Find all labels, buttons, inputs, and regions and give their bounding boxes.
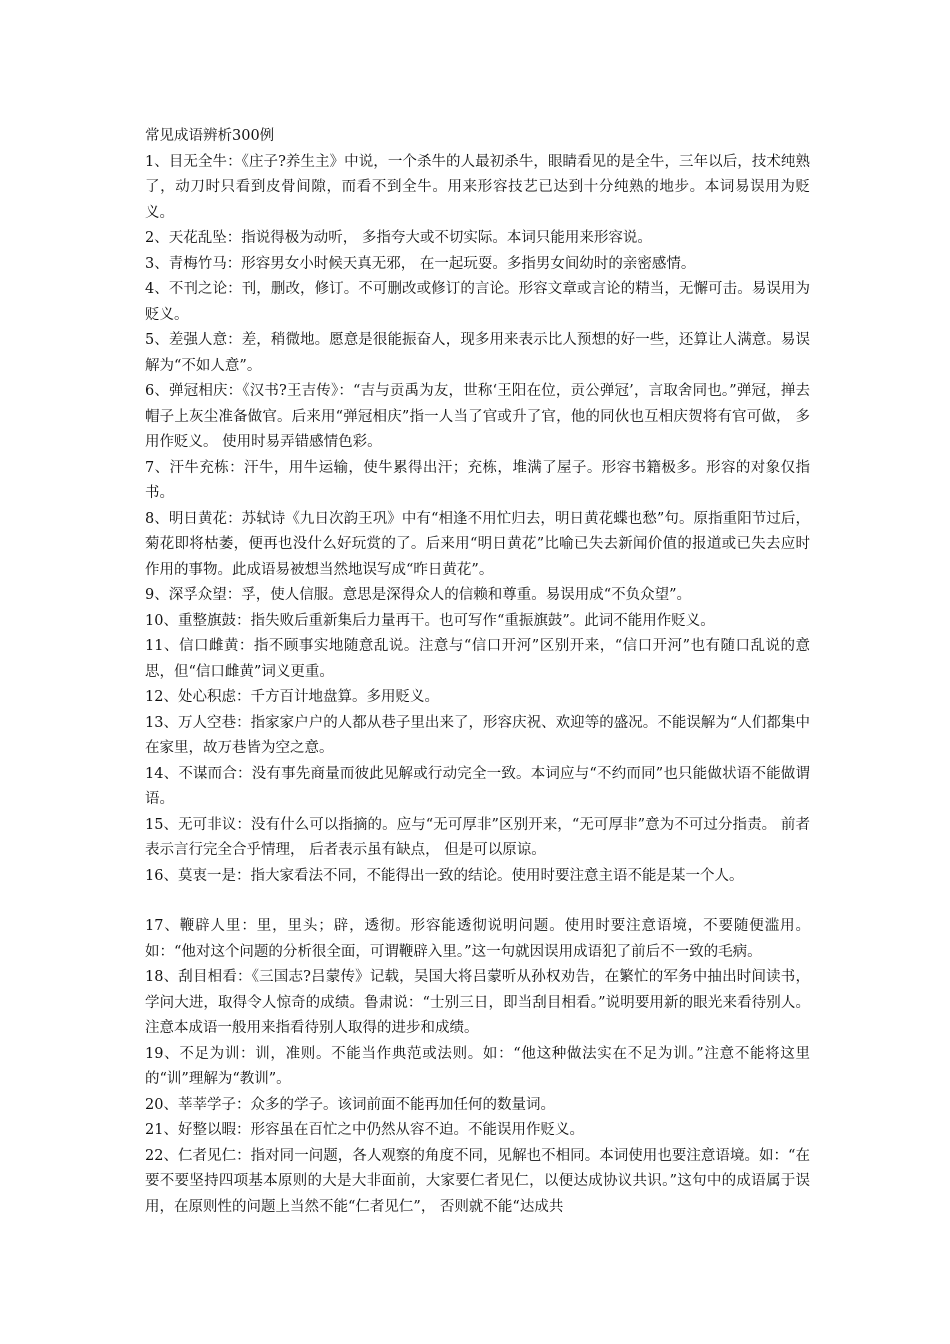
entry-3: 3、青梅竹马：形容男女小时候天真无邪， 在一起玩耍。多指男女间幼时的亲密感情。: [145, 255, 696, 272]
entry-4: 4、不刊之论：刊，删改，修订。不可删改或修订的言论。形容文章或言论的精当，无懈可击。易误用为贬义。: [145, 281, 810, 323]
entry-13: 13、万人空巷：指家家户户的人都从巷子里出来了，形容庆祝、欢迎等的盛况。不能误解为“人们都集中在家里，故万巷皆为空之意。: [145, 714, 810, 756]
entry-11: 11、信口雌黄：指不顾事实地随意乱说。注意与“信口开河”区别开来，“信口开河”也有随口乱说的意思，但“信口雌黄”词义更重。: [145, 638, 810, 680]
entry-17: 17、鞭辟人里：里，里头；辟，透彻。形容能透彻说明问题。使用时要注意语境，不要随便滥用。如：“他对这个问题的分析很全面，可谓鞭辟入里。”这一句就因误用成语犯了前后不一致的毛病。: [145, 918, 810, 960]
entry-9: 9、深孚众望：孚，使人信服。意思是深得众人的信赖和尊重。易误用成“不负众望”。: [145, 587, 692, 603]
entry-10: 10、重整旗鼓：指失败后重新集后力量再干。也可写作“重振旗鼓”。此词不能用作贬义。: [145, 612, 715, 629]
entry-19: 19、不足为训：训，准则。不能当作典范或法则。如：“他这种做法实在不足为训。”注意不能将这里的“训”理解为“教训”。: [145, 1045, 810, 1087]
entry-7: 7、汗牛充栋：汗牛，用牛运输，使牛累得出汗；充栋，堆满了屋子。形容书籍极多。形容的对象仅指书。: [145, 459, 810, 501]
document-title: 常见成语辨析300例: [145, 128, 275, 144]
entry-16: 16、莫衷一是：指大家看法不同，不能得出一致的结论。使用时要注意主语不能是某一个人。: [145, 867, 744, 884]
entry-20: 20、莘莘学子：众多的学子。该词前面不能再加任何的数量词。: [145, 1096, 555, 1113]
entry-15: 15、无可非议：没有什么可以指摘的。应与“无可厚非”区别开来，“无可厚非”意为不可过分指责。 前者表示言行完全合乎情理， 后者表示虽有缺点， 但是可以原谅。: [145, 816, 810, 858]
entry-8: 8、明日黄花：苏轼诗《九日次韵王巩》中有“相逢不用忙归去，明日黄花蝶也愁”句。原指重阳节过后，菊花即将枯萎，便再也没什么好玩赏的了。后来用“明日黄花”比喻已失去新闻价值的报道或已失去应时作用的事物。此成语易被想当然地误写成“昨日黄花”。: [145, 510, 810, 578]
document-page: [145, 124, 810, 1220]
entry-6: 6、弹冠相庆：《汉书?王吉传》：“吉与贡禹为友，世称‘王阳在位，贡公弹冠’，言取舍同也。”弹冠，掸去帽子上灰尘准备做官。后来用“弹冠相庆”指一人当了官或升了官，他的同伙也互相庆贺将有官可做， 多用作贬义。 使用时易弄错感情色彩。: [145, 383, 810, 450]
entries-list-part-1: [145, 150, 810, 890]
entry-1: 1、目无全牛：《庄子?养生主》中说，一个杀牛的人最初杀牛，眼睛看见的是全牛，三年以后，技术纯熟了，动刀时只看到皮骨间隙，而看不到全牛。用来形容技艺已达到十分纯熟的地步。本词易误用为贬义。: [145, 153, 810, 221]
entry-5: 5、差强人意：差，稍微地。愿意是很能振奋人，现多用来表示比人预想的好一些，还算让人满意。易误解为“不如人意”。: [145, 332, 810, 374]
entry-12: 12、处心积虑：千方百计地盘算。多用贬义。: [145, 689, 439, 705]
entry-14: 14、不谋而合：没有事先商量而彼此见解或行动完全一致。本词应与“不约而同”也只能做状语不能做谓语。: [145, 765, 810, 807]
entry-22: 22、仁者见仁：指对同一问题，各人观察的角度不同，见解也不相同。本词使用也要注意语境。如：“在要不要坚持四项基本原则的大是大非面前，大家要仁者见仁，以便达成协议共识。”这句中的成语属于误用，在原则性的问题上当然不能“仁者见仁”， 否则就不能“达成共: [145, 1147, 810, 1215]
entry-2: 2、天花乱坠：指说得极为动听， 多指夸大或不切实际。本词只能用来形容说。: [145, 230, 652, 246]
entry-21: 21、好整以暇：形容虽在百忙之中仍然从容不迫。不能误用作贬义。: [145, 1122, 584, 1138]
entries-list-part-2: [145, 914, 810, 1220]
entry-18: 18、刮目相看：《三国志?吕蒙传》记载，吴国大将吕蒙听从孙权劝告，在繁忙的军务中抽出时间读书，学问大进，取得令人惊奇的成绩。鲁肃说：“士别三日，即当刮目相看。”说明要用新的眼光来看待别人。注意本成语一般用来指看待别人取得的进步和成绩。: [145, 969, 810, 1036]
blank-line: [145, 889, 810, 914]
